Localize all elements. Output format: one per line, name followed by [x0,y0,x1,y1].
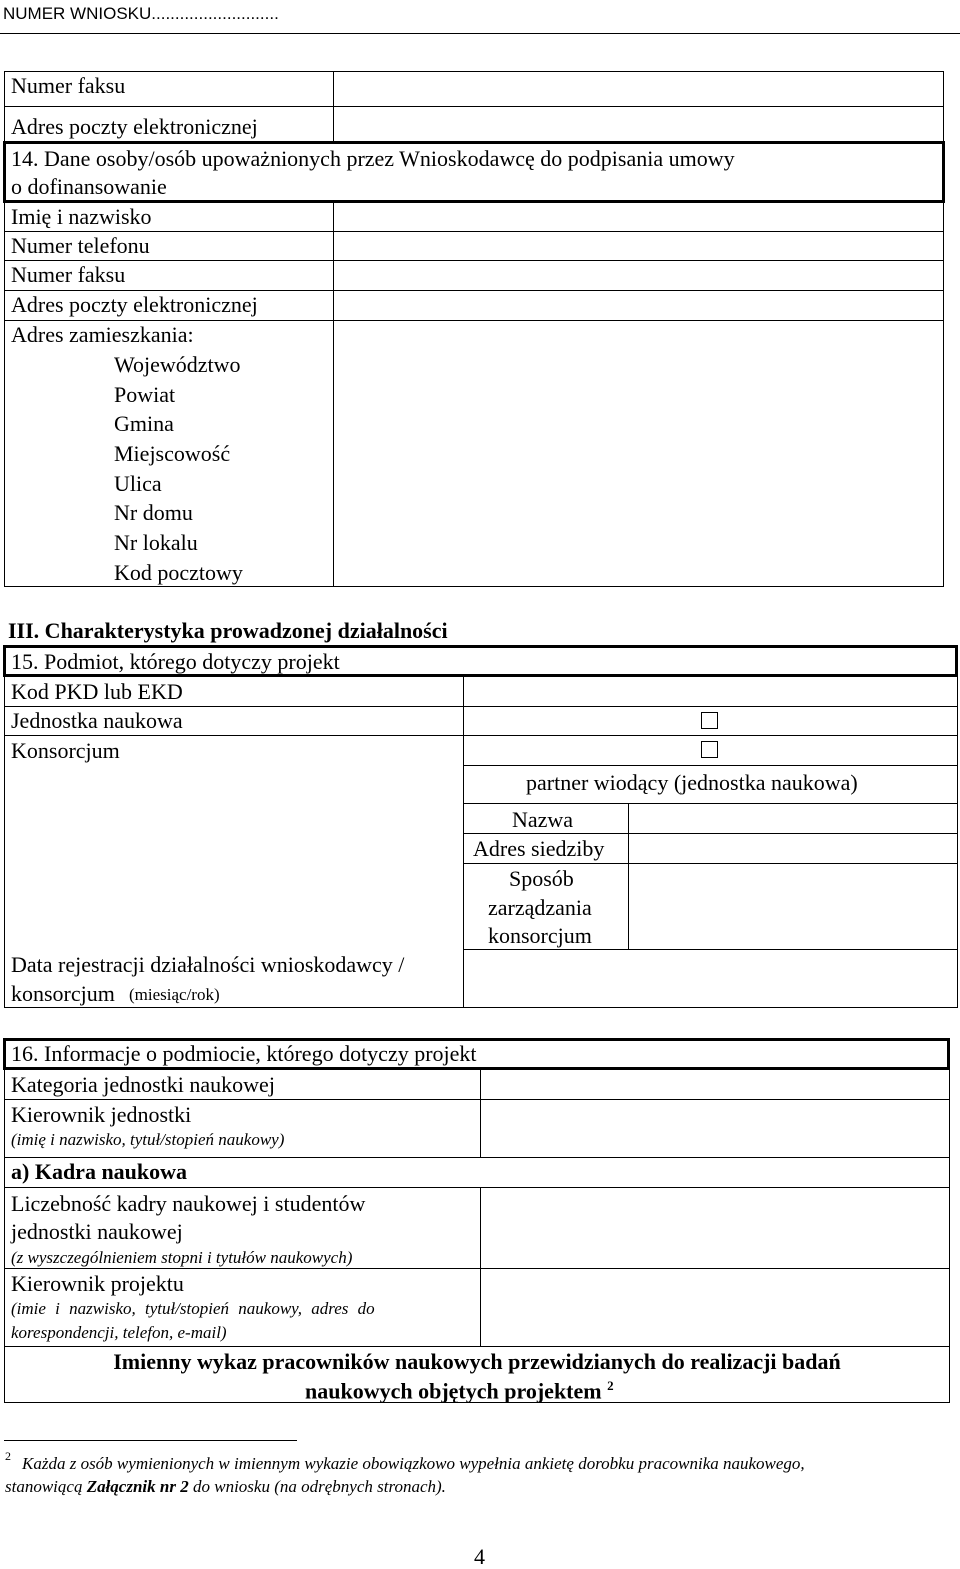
staff-list-heading: Imienny wykaz pracowników naukowych przewidzianych do realizacji badań [113,1349,841,1374]
flat-number-label: Nr lokalu [114,530,198,555]
street-label: Ulica [114,471,162,496]
project-manager-hint: (imie i nazwisko, tytuł/stopień naukowy, adres do [11,1299,375,1318]
application-number: NUMER WNIOSKU........................... [3,4,279,23]
attachment-reference: Załącznik nr 2 [86,1477,189,1496]
registration-date-label: Data rejestracji działalności wnioskodawcy / [11,952,405,977]
house-number-label: Nr domu [114,500,193,525]
footnote-text-cont: stanowiącą Załącznik nr 2 do wniosku (na odrębnych stronach). [5,1477,446,1496]
postcode-label: Kod pocztowy [114,560,243,585]
unit-head-hint: (imię i nazwisko, tytuł/stopień naukowy) [11,1130,285,1149]
section-14-heading-cont: o dofinansowanie [11,174,167,199]
footnote-mark: 2 [5,1449,11,1463]
partner-name-field[interactable] [630,804,956,832]
section-14-heading: 14. Dane osoby/osób upoważnionych przez Wnioskodawcę do podpisania umowy [11,146,735,171]
partner-name-label: Nazwa [512,807,574,832]
section-16-heading: 16. Informacje o podmiocie, którego dotyczy projekt [11,1041,477,1066]
fax-label-14: Numer faksu [11,262,126,287]
consortium-checkbox[interactable] [701,741,718,758]
staff-count-hint: (z wyszczególnieniem stopni i tytułów naukowych) [11,1248,353,1267]
section-3-heading: III. Charakterystyka prowadzonej działalności [8,618,448,643]
pkd-field[interactable] [465,677,956,705]
county-label: Powiat [114,382,176,407]
section-15-heading: 15. Podmiot, którego dotyczy projekt [11,649,340,674]
unit-category-field[interactable] [482,1070,948,1098]
registration-date-label-cont: konsorcjum [11,981,115,1006]
email-label: Adres poczty elektronicznej [11,114,258,139]
staff-count-label: Liczebność kadry naukowej i studentów [11,1191,366,1216]
fax-label: Numer faksu [11,73,126,98]
commune-label: Gmina [114,411,174,436]
voivodeship-label: Województwo [114,352,241,377]
research-unit-checkbox[interactable] [701,712,718,729]
management-label-3: konsorcjum [488,923,592,948]
partner-seat-label: Adres siedziby [473,836,605,861]
footnote-reference[interactable]: 2 [607,1378,614,1393]
staff-count-field[interactable] [482,1188,948,1267]
research-unit-label: Jednostka naukowa [11,708,183,733]
pkd-label: Kod PKD lub EKD [11,679,183,704]
locality-label: Miejscowość [114,441,231,466]
name-field[interactable] [335,202,942,230]
address-label: Adres zamieszkania: [11,322,194,347]
management-label-1: Sposób [509,866,574,891]
page-number: 4 [474,1544,485,1569]
email-field[interactable] [335,108,942,142]
project-manager-label: Kierownik projektu [11,1271,184,1296]
name-label: Imię i nazwisko [11,204,152,229]
consortium-label: Konsorcjum [11,738,120,763]
phone-label: Numer telefonu [11,233,150,258]
staff-count-label-cont: jednostki naukowej [11,1219,183,1244]
unit-head-field[interactable] [482,1100,948,1156]
fax-field[interactable] [335,72,942,105]
email-label-14: Adres poczty elektronicznej [11,292,258,317]
phone-field[interactable] [335,232,942,259]
lead-partner-label: partner wiodący (jednostka naukowa) [526,770,858,795]
header-rule [0,33,960,34]
staff-list-heading-cont: naukowych objętych projektem $^2$ [305,1378,614,1404]
registration-date-hint: (miesiąc/rok) [129,985,220,1004]
management-field[interactable] [630,864,956,948]
footnote-text: Każda z osób wymienionych w imiennym wykazie obowiązkowo wypełnia ankietę dorobku pracownika naukowego, [22,1454,805,1473]
email-field-14[interactable] [335,291,942,319]
project-manager-field[interactable] [482,1269,948,1345]
management-label-2: zarządzania [488,895,592,920]
footnote-rule [4,1440,297,1441]
partner-seat-field[interactable] [630,834,956,862]
fax-field-14[interactable] [335,261,942,289]
scientific-staff-heading: a) Kadra naukowa [11,1159,188,1184]
address-field[interactable] [335,321,942,586]
registration-date-field[interactable] [465,950,956,1007]
project-manager-hint-cont: korespondencji, telefon, e-mail) [11,1323,227,1342]
unit-head-label: Kierownik jednostki [11,1102,192,1127]
unit-category-label: Kategoria jednostki naukowej [11,1072,275,1097]
